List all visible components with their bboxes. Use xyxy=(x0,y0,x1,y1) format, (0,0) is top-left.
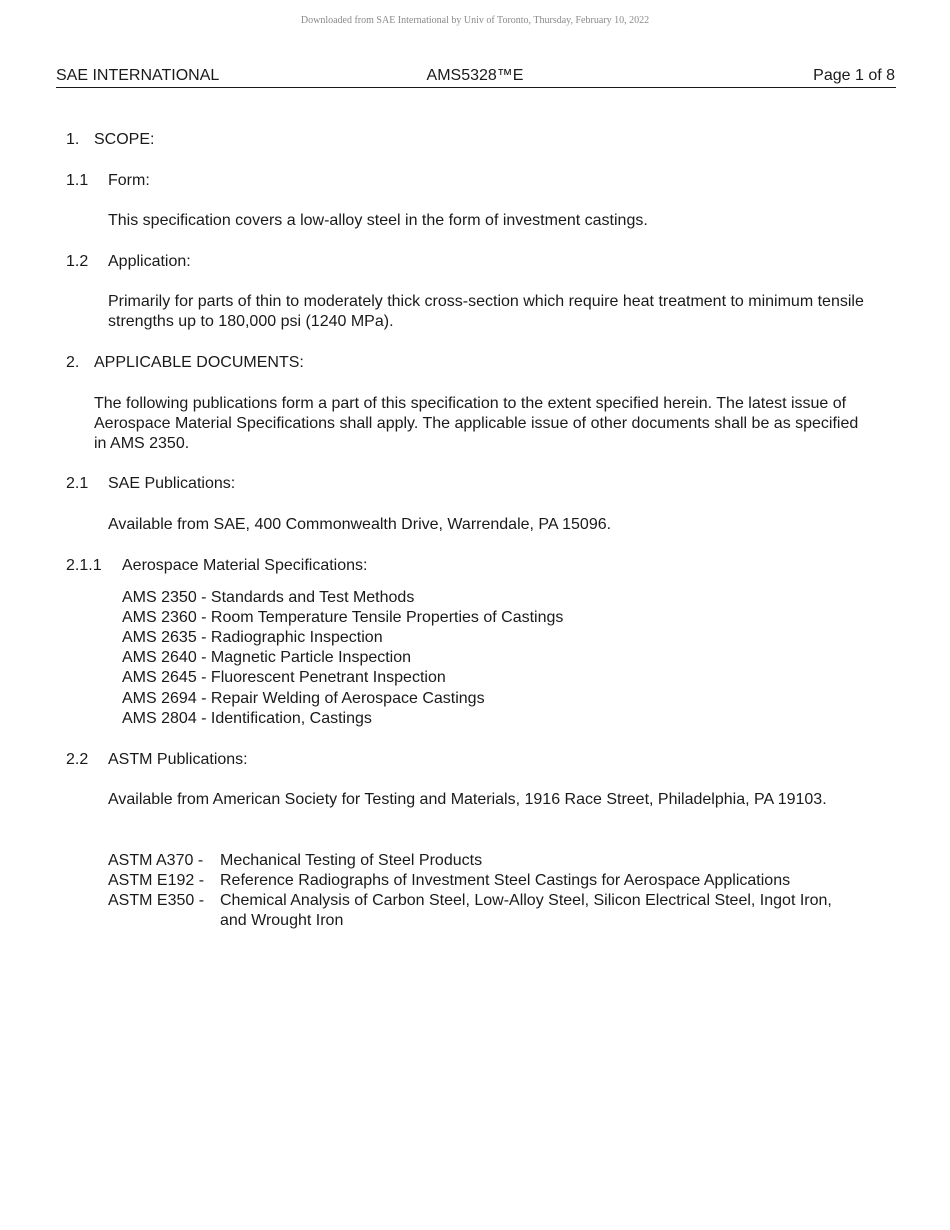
ams-list-item: AMS 2635 - Radiographic Inspection xyxy=(122,629,383,646)
section-2-1-title: SAE Publications: xyxy=(108,475,236,492)
section-2-1-body: Available from SAE, 400 Commonwealth Drive, Warrendale, PA 15096. xyxy=(108,516,612,533)
ams-list-item: AMS 2645 - Fluorescent Penetrant Inspection xyxy=(122,669,446,686)
astm-description: Mechanical Testing of Steel Products xyxy=(220,852,483,869)
astm-code: ASTM E350 - xyxy=(108,892,205,909)
header-divider xyxy=(56,87,896,88)
ams-list-item: AMS 2804 - Identification, Castings xyxy=(122,710,372,727)
section-2-2-body: Available from American Society for Testing and Materials, 1916 Race Street, Philadelphia, PA 19103. xyxy=(108,791,827,808)
header-document-id: AMS5328™E xyxy=(426,67,524,84)
section-1-2-number: 1.2 xyxy=(66,253,89,270)
astm-description: Reference Radiographs of Investment Steel Castings for Aerospace Applications xyxy=(220,872,791,889)
download-notice: Downloaded from SAE International by Univ of Toronto, Thursday, February 10, 2022 xyxy=(300,15,650,26)
ams-list-item: AMS 2694 - Repair Welding of Aerospace Castings xyxy=(122,690,485,707)
header-organization: SAE INTERNATIONAL xyxy=(56,67,220,84)
section-1-title: SCOPE: xyxy=(94,131,155,148)
section-2-1-1-title: Aerospace Material Specifications: xyxy=(122,557,368,574)
section-1-1-title: Form: xyxy=(108,172,150,189)
section-2-1-1-number: 2.1.1 xyxy=(66,557,102,574)
astm-description: Chemical Analysis of Carbon Steel, Low-Alloy Steel, Silicon Electrical Steel, Ingot Iron, and Wrought Iron xyxy=(220,892,832,929)
section-1-1-body: This specification covers a low-alloy steel in the form of investment castings. xyxy=(108,212,648,229)
section-1-number: 1. xyxy=(66,131,80,148)
section-2-1-number: 2.1 xyxy=(66,475,89,492)
section-2-2-title: ASTM Publications: xyxy=(108,751,248,768)
astm-code: ASTM E192 - xyxy=(108,872,205,889)
section-1-1-number: 1.1 xyxy=(66,172,89,189)
section-2-number: 2. xyxy=(66,354,80,371)
header-page-number: Page 1 of 8 xyxy=(813,67,895,84)
section-1-2-title: Application: xyxy=(108,253,191,270)
ams-list-item: AMS 2350 - Standards and Test Methods xyxy=(122,589,415,606)
astm-code: ASTM A370 - xyxy=(108,852,204,869)
section-2-2-number: 2.2 xyxy=(66,751,89,768)
ams-list-item: AMS 2360 - Room Temperature Tensile Properties of Castings xyxy=(122,609,564,626)
section-1-2-body: Primarily for parts of thin to moderately thick cross-section which require heat treatment to minimum tensile strengths up to 180,000 psi (1240 MPa). xyxy=(108,293,864,330)
ams-list-item: AMS 2640 - Magnetic Particle Inspection xyxy=(122,649,412,666)
section-2-title: APPLICABLE DOCUMENTS: xyxy=(94,354,304,371)
section-2-body: The following publications form a part of this specification to the extent specified herein. The latest issue of Aerospace Material Specifications shall apply. The applicable issue of other documents shall be as specified in AMS 2350. xyxy=(94,395,859,452)
